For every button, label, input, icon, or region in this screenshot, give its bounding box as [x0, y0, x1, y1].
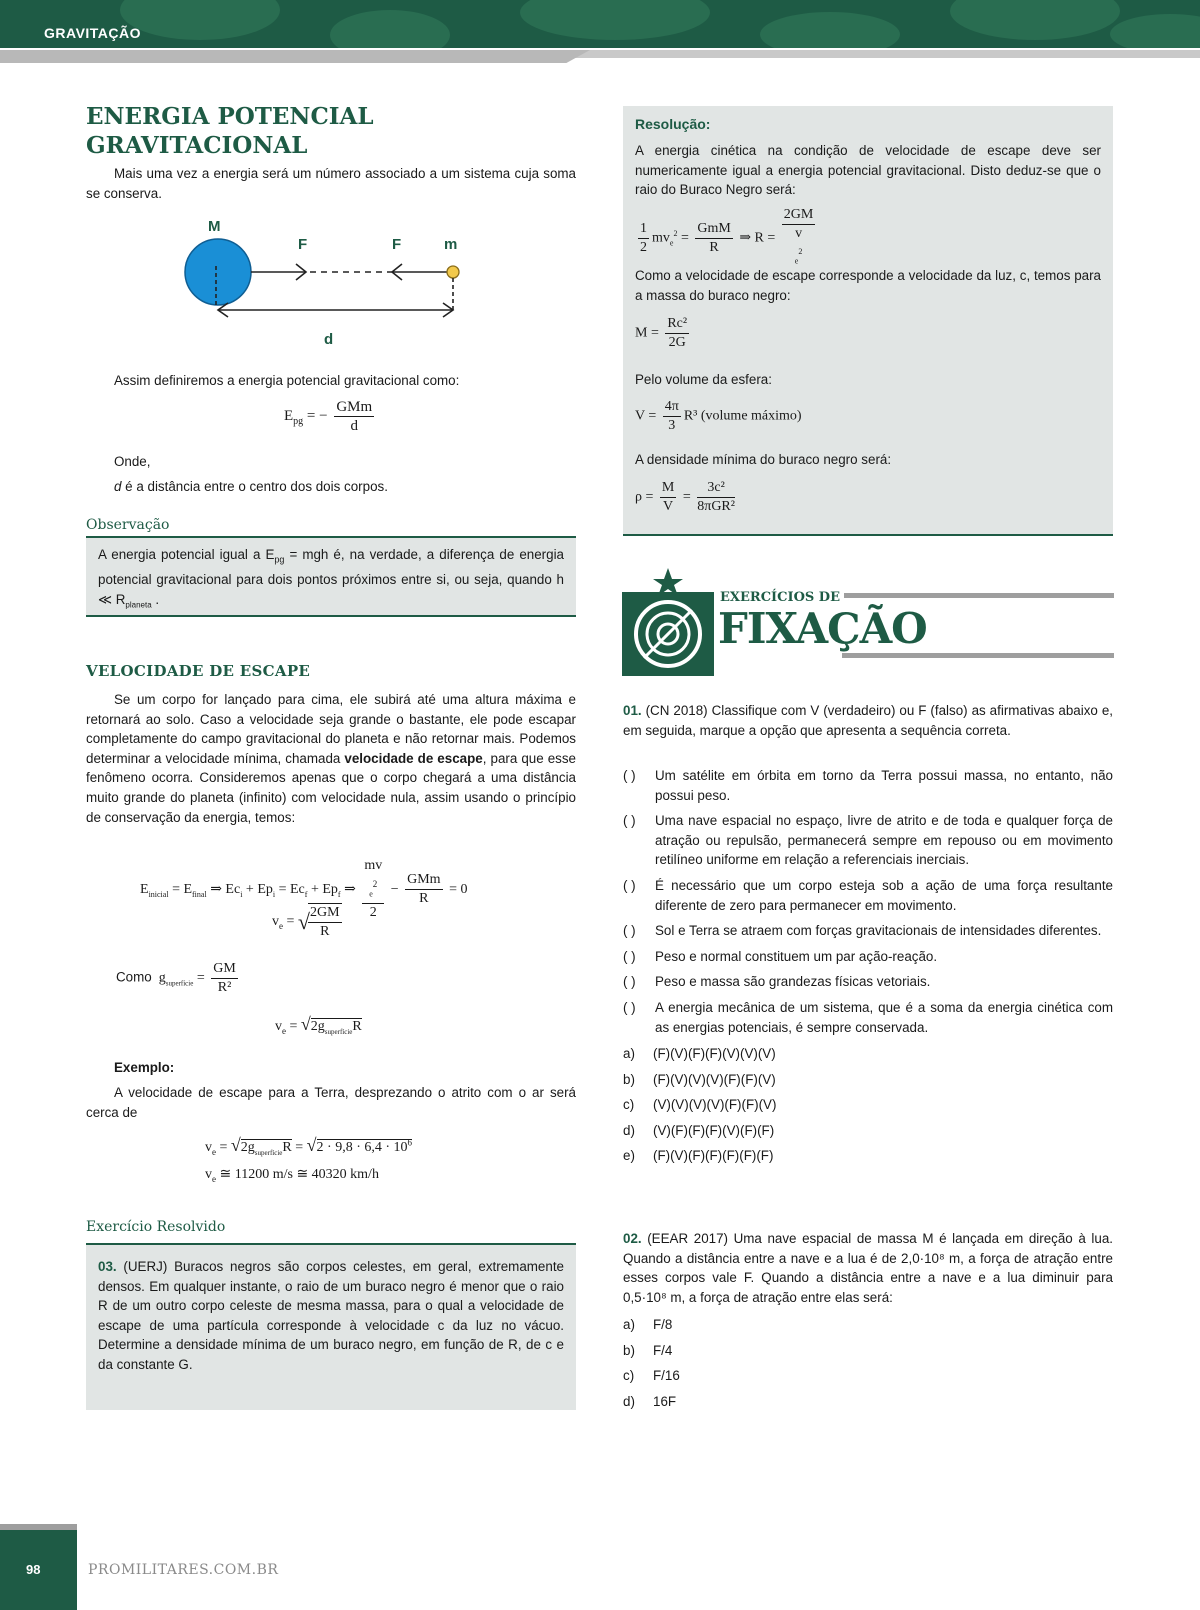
header-band — [0, 0, 1200, 48]
equation-g: Como $g_{superfície}$ = $\frac{GM}{\text{R²}}$ — [116, 961, 236, 995]
label-F2: F — [392, 236, 402, 253]
equation-volume: V = $\frac{4\pi}{3}$ R³ (volume máximo) — [635, 399, 802, 433]
equation-conservation: $E_{inicial} = E_{final}$ ⇒ $Ec_i + Ep_i = Ec_f + Ep_f$ ⇒ mv $_e^2$ 2 − $\frac{\text{GMm}}{R}$ = 0 — [140, 858, 468, 921]
equation-mass: M = $\frac{\text{Rc²}}{2G}$ — [635, 316, 688, 350]
obs-title: Observação — [86, 517, 170, 533]
q2-option-c[interactable]: c) F/16 — [623, 1368, 680, 1383]
equation-example-1: $v_e = √2g_{superfície}R = √2 \cdot 9,8 \cdot 6,4 \cdot 10^6$ — [205, 1135, 413, 1157]
resolution-p3: Pelo volume da esfera: — [635, 372, 772, 387]
obs-text: A energia potencial igual a $E_{pg}$ = mgh é, na verdade, a diferença de energia potencial gravitacional para dois pontos próximos entre si, ou seja, quando h ≪ $R_{planeta}$ . — [98, 547, 564, 610]
q1-statement: ( ) Peso e massa são grandezas físicas vetoriais. — [623, 974, 931, 990]
onde-text: Onde, — [114, 454, 151, 469]
fixacao-big: FIXAÇÃO — [718, 604, 927, 653]
equation-density: ρ = $\frac{M}{V}$ = $\frac{\text{3c²}}{\text{8πGR²}}$ — [635, 480, 735, 514]
resolution-p2: Como a velocidade de escape corresponde a velocidade da luz, c, temos para a massa do buraco negro: — [635, 268, 1101, 303]
obs-box — [86, 536, 576, 617]
title-line-2: GRAVITACIONAL — [86, 132, 308, 159]
resolution-title: Resolução: — [635, 116, 711, 132]
q1-statement: ( ) Um satélite em órbita em torno da Terra possui massa, no entanto, não possui peso. — [623, 768, 1113, 803]
q2-stem: 02. (EEAR 2017) Uma nave espacial de massa M é lançada em direção à lua. Quando a distância entre a nave e a lua é de 2,0·10⁸ m, a força de atração entre esses corpos vale F. Quando a distância entre a nave e a lua diminuir para 0,5·10⁸ m, a força de atração entre elas será: — [623, 1231, 1113, 1305]
q1-statements — [623, 766, 1113, 1169]
q1-option-a[interactable]: a) (F)(V)(F)(F)(V)(V)(V) — [623, 1046, 776, 1062]
intro-paragraph: Mais uma vez a energia será um número associado a um sistema cuja soma se conserva. — [86, 166, 576, 201]
q1-statement: ( ) Peso e normal constituem um par ação-reação. — [623, 948, 938, 964]
equation-ve: $v_e$ = √ $\frac{2GM}{R}$ — [272, 905, 340, 939]
header-rule-dark — [0, 50, 590, 63]
gravity-diagram — [170, 210, 490, 350]
resolution-box — [623, 106, 1113, 536]
header-rule — [560, 50, 1200, 58]
page-number: 98 — [26, 1562, 41, 1577]
q1-option-c[interactable]: c) (V)(V)(V)(V)(F)(F)(V) — [623, 1097, 777, 1113]
q1-option-d[interactable]: d) (V)(F)(F)(F)(V)(F)(F) — [623, 1122, 775, 1138]
fixacao-badge — [622, 568, 714, 676]
q2-option-a[interactable]: a) F/8 — [623, 1317, 673, 1332]
header-title: GRAVITAÇÃO — [44, 25, 142, 41]
q1-statement: ( ) É necessário que um corpo esteja sob a ação de uma força resultante diferente de zero para permanecer em movimento. — [623, 877, 1113, 913]
q2-options — [623, 1312, 1113, 1414]
resolution-p4: A densidade mínima do buraco negro será: — [635, 452, 892, 467]
footer-strip — [0, 1524, 77, 1530]
label-F1: F — [298, 236, 308, 253]
resolved-box — [86, 1243, 576, 1410]
fixacao-small: EXERCÍCIOS DE — [720, 590, 844, 605]
q1-statement: ( ) A energia mecânica de um sistema, que é a soma da energia cinética com as energias potenciais, é sempre conservada. — [623, 999, 1113, 1035]
title-line-1: ENERGIA POTENCIAL — [86, 103, 374, 130]
define-text: Assim definiremos a energia potencial gravitacional como: — [114, 373, 460, 388]
equation-ve-g: $v_e = √2g_{superfície}R$ — [275, 1014, 362, 1036]
q1-option-b[interactable]: b) (F)(V)(V)(V)(F)(F)(V) — [623, 1071, 776, 1087]
equation-radius: $\frac{1}{2}$ $mv_e^2$ = $\frac{\text{GmM}}{R}$ ⇒ R = 2GM v $_e^2$ — [640, 207, 814, 266]
footer-site[interactable]: PROMILITARES.COM.BR — [88, 1562, 279, 1578]
label-m: m — [444, 236, 458, 253]
q1-statement: ( ) Sol e Terra se atraem com forças gravitacionais de intensidades diferentes. — [623, 923, 1102, 939]
star-icon — [653, 568, 683, 596]
resolved-text: 03. (UERJ) Buracos negros são corpos celestes, em geral, extremamente densos. Em qualquer instante, o raio de um buraco negro é menor que o raio R de um outro corpo celeste de mesma massa, para o qual a velocidade de escape de uma partícula corresponde à velocidade c da luz no vácuo. Determine a densidade mínima de um buraco negro, em função de R, de c e da constante G. — [98, 1259, 564, 1372]
q1-option-e[interactable]: e) (F)(V)(F)(F)(F)(F)(F) — [623, 1148, 774, 1164]
q2-option-d[interactable]: d) 16F — [623, 1393, 677, 1409]
equation-example-2: $v_e$ ≅ 11200 m/s ≅ 40320 km/h — [205, 1167, 379, 1184]
q1-statement: ( ) Uma nave espacial no espaço, livre de atrito e de toda e qualquer força de atração ou repulsão, permanecerá sempre em repouso ou em movimento retilíneo uniforme em relação a referenciais inerciais. — [623, 813, 1113, 868]
resolution-p1: A energia cinética na condição de velocidade de escape deve ser numericamente igual a energia potencial gravitacional. Disto deduz-se que o raio do Buraco Negro será: — [635, 143, 1101, 198]
planet-M — [185, 239, 251, 305]
d-definition: d é a distância entre o centro dos dois corpos. — [114, 479, 388, 494]
equation-epg: $E_{pg}$ = − $\frac{\text{GMm}}{d}$ — [284, 399, 373, 434]
label-d: d — [324, 331, 334, 348]
q2-option-b[interactable]: b) F/4 — [623, 1342, 673, 1358]
q1-stem: 01. (CN 2018) Classifique com V (verdadeiro) ou F (falso) as afirmativas abaixo e, em seguida, marque a opção que apresenta a sequência correta. — [623, 703, 1113, 738]
resolved-title: Exercício Resolvido — [86, 1219, 226, 1235]
mass-m — [447, 266, 459, 278]
exemplo-label: Exemplo: — [114, 1060, 175, 1075]
exemplo-text: A velocidade de escape para a Terra, desprezando o atrito com o ar será cerca de — [86, 1085, 576, 1120]
section-title-velocidade: VELOCIDADE DE ESCAPE — [86, 662, 311, 680]
escape-paragraph: Se um corpo for lançado para cima, ele subirá até uma altura máxima e retornará ao solo. Caso a velocidade seja grande o bastante, ele pode escapar completamente do campo gravitacional do planeta e não retornar mais. Podemos determinar a velocidade mínima, chamada velocidade de escape, para que esse fenômeno ocorra. Consideremos apenas que o corpo chegará a uma distância muito grande do planeta (infinito) com velocidade nula, assim usando o princípio de conservação da energia, temos: — [86, 692, 576, 825]
label-M: M — [208, 218, 221, 235]
section-title-energia — [86, 102, 566, 160]
